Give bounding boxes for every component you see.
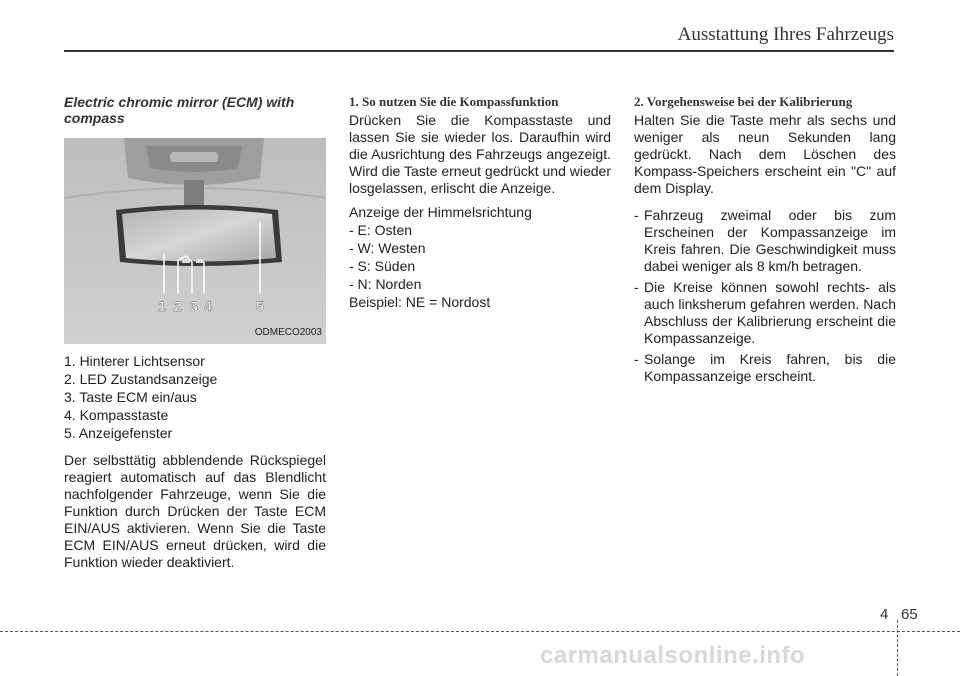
direction-item: - W: Westen bbox=[349, 240, 426, 256]
direction-item: - E: Osten bbox=[349, 222, 413, 238]
footer-divider bbox=[897, 620, 898, 676]
legend-item: 3. Taste ECM ein/aus bbox=[64, 389, 197, 405]
figure-code: ODMECO2003 bbox=[254, 327, 322, 338]
callout-1: 1 bbox=[158, 298, 166, 314]
calibration-step-text: Solange im Kreis fahren, bis die Kompassanzeige erscheint. bbox=[644, 351, 896, 384]
column-left bbox=[64, 94, 326, 571]
direction-list bbox=[349, 203, 611, 311]
chapter-number: 4 bbox=[880, 606, 889, 623]
page-header-title: Ausstattung Ihres Fahrzeugs bbox=[677, 24, 894, 45]
calibration-heading: 2. Vorgehensweise bei der Kalibrierung bbox=[634, 94, 853, 109]
ecm-description: Der selbsttätig abblendende Rückspiegel reagiert automatisch auf das Blendlicht nachfolgender Fahrzeuge, wenn Sie die Funktion durch Drücken der Taste ECM EIN/AUS aktivieren. Wenn Sie die Taste ECM EIN/AUS erneut drücken, wird die Funktion wieder deaktiviert. bbox=[64, 452, 326, 570]
callout-4: 4 bbox=[204, 298, 212, 314]
calibration-step: - Die Kreise können sowohl rechts- als auch linksherum gefahren werden. Nach Abschluss der Kalibrierung erscheint die Kompassanzeige. bbox=[634, 279, 896, 346]
direction-example: Beispiel: NE = Nordost bbox=[349, 294, 491, 310]
mirror-figure bbox=[64, 138, 326, 344]
calibration-step: - Solange im Kreis fahren, bis die Kompassanzeige erscheint. bbox=[634, 351, 896, 384]
callout-5: 5 bbox=[256, 298, 264, 314]
calibration-steps bbox=[634, 207, 896, 385]
direction-item: - N: Norden bbox=[349, 276, 422, 292]
calibration-step: - Fahrzeug zweimal oder bis zum Erscheinen der Kompassanzeige im Kreis fahren. Die Geschwindigkeit muss dabei weniger als 8 km/h betragen. bbox=[634, 207, 896, 274]
calibration-step-text: Die Kreise können sowohl rechts- als auch linksherum gefahren werden. Nach Abschluss der Kalibrierung erscheint die Kompassanzeige. bbox=[644, 279, 896, 346]
page-number: 65 bbox=[901, 606, 918, 623]
direction-item: - S: Süden bbox=[349, 258, 416, 274]
section-title: Electric chromic mirror (ECM) with compass bbox=[64, 94, 295, 126]
callout-2: 2 bbox=[174, 298, 182, 314]
calibration-step-text: Fahrzeug zweimal oder bis zum Erscheinen der Kompassanzeige im Kreis fahren. Die Geschwindigkeit muss dabei weniger als 8 km/h betragen. bbox=[644, 207, 896, 274]
mirror-illustration bbox=[64, 138, 326, 344]
compass-usage-paragraph: Drücken Sie die Kompasstaste und lassen Sie sie wieder los. Daraufhin wird die Ausrichtung des Fahrzeugs angezeigt. Wird die Taste erneut gedrückt und wieder losgelassen, erlischt die Anzeige. bbox=[349, 112, 611, 196]
header-rule bbox=[64, 50, 894, 52]
callout-3: 3 bbox=[190, 298, 198, 314]
legend-item: 4. Kompasstaste bbox=[64, 407, 169, 423]
watermark: carmanualsonline.info bbox=[540, 642, 806, 669]
footer-rule bbox=[0, 631, 960, 632]
legend-item: 2. LED Zustandsanzeige bbox=[64, 371, 218, 387]
direction-list-title: Anzeige der Himmelsrichtung bbox=[349, 204, 532, 220]
calibration-paragraph: Halten Sie die Taste mehr als sechs und weniger als neun Sekunden lang gedrückt. Nach dem Löschen des Kompass-Speichers erscheint ein "C" auf dem Display. bbox=[634, 112, 896, 196]
figure-legend bbox=[64, 352, 326, 442]
legend-item: 5. Anzeigefenster bbox=[64, 425, 173, 441]
column-middle bbox=[349, 94, 611, 311]
column-right bbox=[634, 94, 896, 389]
legend-item: 1. Hinterer Lichtsensor bbox=[64, 353, 205, 369]
compass-usage-heading: 1. So nutzen Sie die Kompassfunktion bbox=[349, 94, 559, 109]
